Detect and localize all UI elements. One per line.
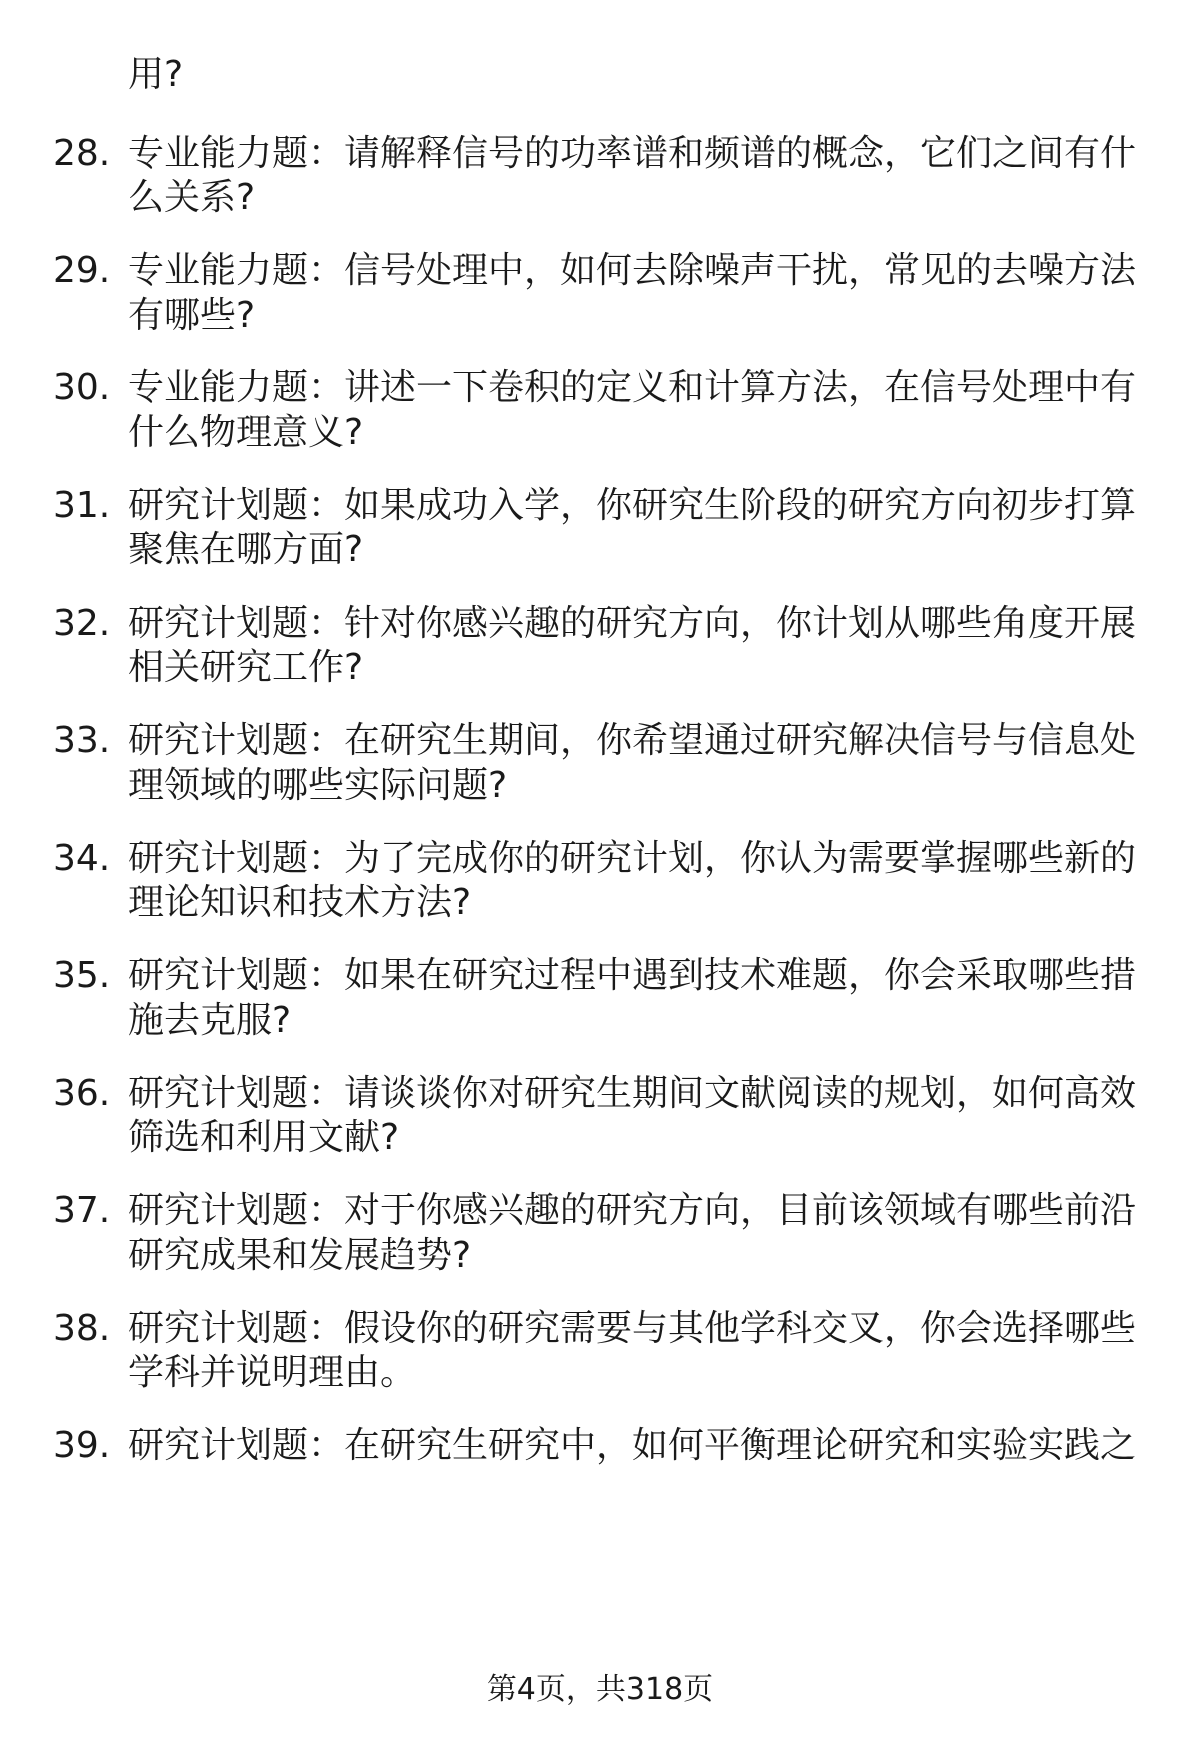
- item-text-line: 相关研究工作?: [128, 647, 364, 688]
- item-number: 28.: [53, 133, 111, 174]
- item-number: 32.: [53, 603, 111, 644]
- item-text-line: 理领域的哪些实际问题?: [128, 765, 508, 806]
- item-text-line: 研究计划题：对于你感兴趣的研究方向，目前该领域有哪些前沿: [128, 1190, 1137, 1231]
- list-item-line2: [0, 288, 1200, 344]
- item-number: 34.: [53, 838, 111, 879]
- item-number: 33.: [53, 720, 111, 761]
- item-text-line: 理论知识和技术方法?: [128, 882, 472, 923]
- item-text-line: 研究计划题：请谈谈你对研究生期间文献阅读的规划，如何高效: [128, 1073, 1137, 1114]
- item-text-line: 什么物理意义?: [128, 412, 364, 453]
- item-text-line: 有哪些?: [128, 295, 256, 336]
- item-text-line: 么关系?: [128, 177, 256, 218]
- item-text-line: 施去克服?: [128, 1000, 292, 1041]
- list-item-line2: [0, 1110, 1200, 1166]
- item-number: 31.: [53, 485, 111, 526]
- item-text-line: 专业能力题：信号处理中，如何去除噪声干扰，常见的去噪方法: [128, 250, 1137, 291]
- item-number: 37.: [53, 1190, 111, 1231]
- list-item-line2: [0, 405, 1200, 461]
- item-number: 36.: [53, 1073, 111, 1114]
- item-number: 38.: [53, 1308, 111, 1349]
- item-text-line: 聚焦在哪方面?: [128, 529, 364, 570]
- item-text-line: 学科并说明理由。: [128, 1352, 417, 1393]
- item-text-line: 研究计划题：在研究生期间，你希望通过研究解决信号与信息处: [128, 720, 1137, 761]
- list-item-line2: [0, 522, 1200, 578]
- list-item-line2: [0, 875, 1200, 931]
- item-text-line: 研究计划题：针对你感兴趣的研究方向，你计划从哪些角度开展: [128, 603, 1137, 644]
- item-text-line: 研究计划题：如果成功入学，你研究生阶段的研究方向初步打算: [128, 485, 1137, 526]
- item-text-line: 研究计划题：在研究生研究中，如何平衡理论研究和实验实践之: [128, 1425, 1137, 1466]
- item-number: 30.: [53, 367, 111, 408]
- list-item-line2: [0, 640, 1200, 696]
- item-text-line: 研究成果和发展趋势?: [128, 1235, 472, 1276]
- item-number: 35.: [53, 955, 111, 996]
- item-text-line: 用?: [128, 54, 184, 95]
- list-item-line2: [0, 1345, 1200, 1401]
- item-text-line: 专业能力题：请解释信号的功率谱和频谱的概念，它们之间有什: [128, 133, 1137, 174]
- item-number: 39.: [53, 1425, 111, 1466]
- item-text-line: 研究计划题：如果在研究过程中遇到技术难题，你会采取哪些措: [128, 955, 1137, 996]
- item-text-line: 研究计划题：为了完成你的研究计划，你认为需要掌握哪些新的: [128, 838, 1137, 879]
- list-item-line2: [0, 758, 1200, 814]
- page-footer: 第4页，共318页: [486, 1672, 714, 1707]
- list-item-continuation: [0, 47, 1200, 103]
- item-text-line: 专业能力题：讲述一下卷积的定义和计算方法，在信号处理中有: [128, 367, 1137, 408]
- item-text-line: 筛选和利用文献?: [128, 1117, 400, 1158]
- list-item: [0, 1418, 1200, 1474]
- item-text-line: 研究计划题：假设你的研究需要与其他学科交叉，你会选择哪些: [128, 1308, 1137, 1349]
- list-item-line2: [0, 993, 1200, 1049]
- list-item-line2: [0, 170, 1200, 226]
- list-item-line2: [0, 1228, 1200, 1284]
- item-number: 29.: [53, 250, 111, 291]
